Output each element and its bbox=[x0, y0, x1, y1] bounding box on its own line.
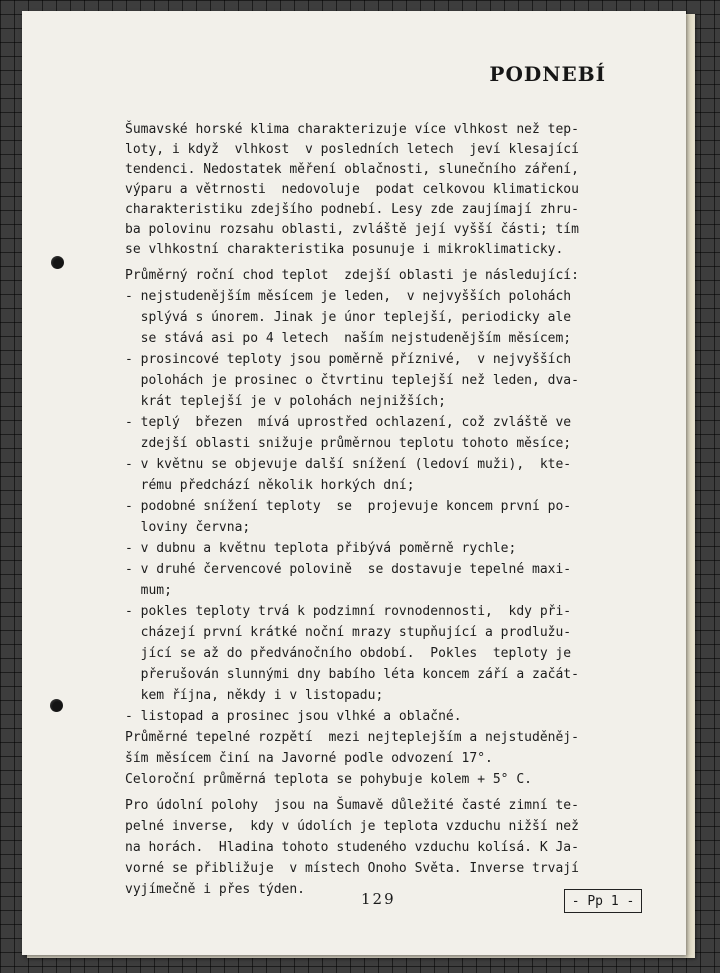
list-line: mum; bbox=[125, 583, 172, 598]
list-line: cházejí první krátké noční mrazy stupňující a prodlužu- bbox=[125, 625, 572, 640]
list-line: - teplý březen mívá uprostřed ochlazení, což zvláště ve bbox=[125, 415, 572, 430]
list-line: - podobné snížení teploty se projevuje koncem první po- bbox=[125, 499, 572, 514]
list-line: - nejstudenějším měsícem je leden, v nejvyšších polohách bbox=[125, 289, 572, 304]
body-line: vorné se přibližuje v místech Onoho Světa. Inverse trvají bbox=[125, 861, 579, 876]
body-line: Celoroční průměrná teplota se pohybuje kolem + 5° C. bbox=[125, 772, 532, 787]
body-line: ším měsícem činí na Javorné podle odvození 17°. bbox=[125, 751, 493, 766]
body-line: tendenci. Nedostatek měření oblačnosti, slunečního záření, bbox=[125, 162, 579, 177]
body-line: loty, i když vlhkost v posledních letech jeví klesající bbox=[125, 142, 579, 157]
body-line: Průměrný roční chod teplot zdejší oblasti je následující: bbox=[125, 268, 579, 283]
list-line: rému předchází několik horkých dní; bbox=[125, 478, 415, 493]
body-line: ba polovinu rozsahu oblasti, zvláště její vyšší části; tím bbox=[125, 222, 579, 237]
list-line: splývá s únorem. Jinak je únor teplejší, periodicky ale bbox=[125, 310, 572, 325]
reference-label: - Pp 1 - bbox=[571, 893, 635, 909]
list-line: - pokles teploty trvá k podzimní rovnodennosti, kdy při- bbox=[125, 604, 572, 619]
page-title: PODNEBÍ bbox=[489, 62, 606, 86]
list-line: se stává asi po 4 letech naším nejstudenějším měsícem; bbox=[125, 331, 572, 346]
body-line: Pro údolní polohy jsou na Šumavě důležité časté zimní te- bbox=[125, 798, 579, 813]
list-line: loviny června; bbox=[125, 520, 251, 535]
body-line: Průměrné tepelné rozpětí mezi nejteplejším a nejstuděněj- bbox=[125, 730, 579, 745]
list-line: polohách je prosinec o čtvrtinu teplejší než leden, dva- bbox=[125, 373, 579, 388]
list-line: - v dubnu a květnu teplota přibývá poměrně rychle; bbox=[125, 541, 517, 556]
page-number: 129 bbox=[361, 890, 396, 908]
list-line: krát teplejší je v polohách nejnižších; bbox=[125, 394, 446, 409]
reference-box bbox=[564, 889, 642, 913]
list-line: kem října, někdy i v listopadu; bbox=[125, 688, 384, 703]
body-line: na horách. Hladina tohoto studeného vzduchu kolísá. K Ja- bbox=[125, 840, 579, 855]
list-line: zdejší oblasti snižuje průměrnou teplotu tohoto měsíce; bbox=[125, 436, 572, 451]
list-line: - listopad a prosinec jsou vlhké a oblačné. bbox=[125, 709, 462, 724]
list-line: jící se až do předvánočního období. Pokles teploty je bbox=[125, 646, 572, 661]
body-line: se vlhkostní charakteristika posunuje i mikroklimaticky. bbox=[125, 242, 564, 257]
body-line: výparu a větrnosti nedovoluje podat celkovou klimatickou bbox=[125, 182, 579, 197]
body-line: pelné inverse, kdy v údolích je teplota vzduchu nižší než bbox=[125, 819, 579, 834]
list-line: přerušován slunnými dny babího léta koncem září a začát- bbox=[125, 667, 579, 682]
list-line: - v květnu se objevuje další snížení (ledoví muži), kte- bbox=[125, 457, 572, 472]
body-line: Šumavské horské klima charakterizuje více vlhkost než tep- bbox=[125, 122, 579, 137]
body-line: vyjímečně i přes týden. bbox=[125, 882, 306, 897]
list-line: - v druhé červencové polovině se dostavuje tepelné maxi- bbox=[125, 562, 572, 577]
list-line: - prosincové teploty jsou poměrně příznivé, v nejvyšších bbox=[125, 352, 572, 367]
body-line: charakteristiku zdejšího podnebí. Lesy zde zaujímají zhru- bbox=[125, 202, 579, 217]
